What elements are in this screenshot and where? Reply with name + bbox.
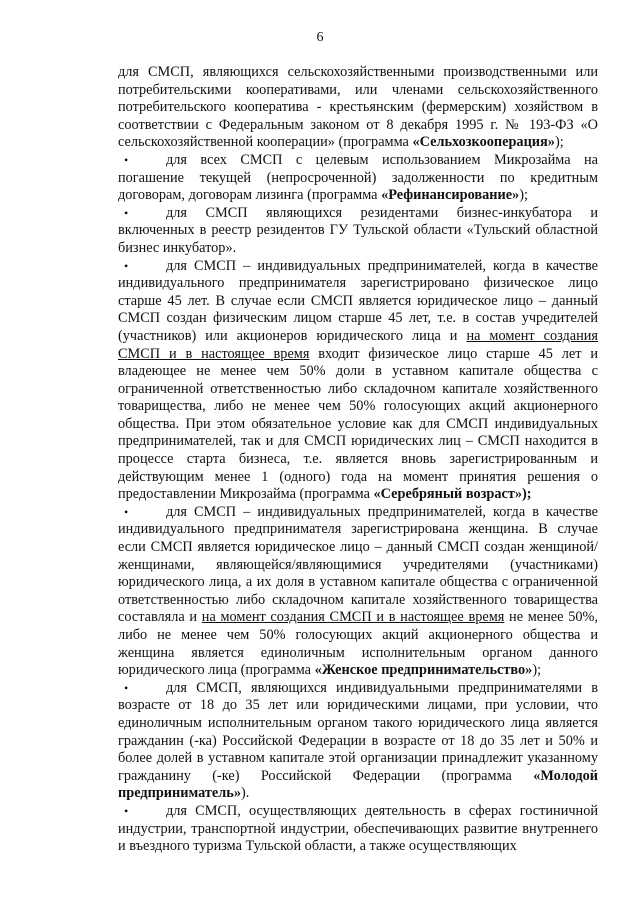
text: );	[532, 662, 542, 679]
text: );	[554, 134, 564, 151]
list-item-refinancing	[118, 152, 598, 205]
program-name: «Сельхозкооперация»	[412, 134, 555, 151]
text: для СМСП – индивидуальных предпринимателей, когда в качестве индивидуального предпринимателя зарегистрировано физическое лицо старше 45 лет. В случае если СМСП является юридическое лицо – данный СМСП создан физическим лицом старше 45 лет, т.е. в состав учредителей (участников) или акционеров юридического лица и	[118, 257, 598, 344]
bullet-icon: •	[124, 258, 129, 273]
bullet-icon: •	[124, 680, 129, 695]
list-item-tourism	[118, 803, 598, 856]
text: для СМСП являющихся резидентами бизнес-инкубатора и включенных в реестр резидентов ГУ Тульской области «Тульский областной бизнес инкубатор».	[118, 204, 598, 256]
text: );	[519, 187, 528, 204]
underlined-text: на момент создания СМСП и в настоящее время	[118, 327, 598, 362]
list-item-women-entrepreneurship	[118, 504, 598, 680]
list-item-business-incubator	[118, 205, 598, 258]
bullet-icon: •	[124, 152, 129, 167]
text: входит физическое лицо старше 45 лет и владеющее не менее чем 50% доли в уставном капитале общества с ограниченной ответственностью либо складочном капитале хозяйственного товарищества, либо не менее чем 50% голосующих акций акционерного общества. При этом обязательное условие как для СМСП индивидуальных предпринимателей, так и для СМСП юридических лиц – СМСП находится в процессе старта бизнеса, т.е. является вновь зарегистрированным и действующим менее 1 (одного) года на момент принятия решения о предоставлении Микрозайма (программа	[118, 345, 598, 503]
text: ).	[241, 785, 250, 802]
page-number: 6	[316, 30, 324, 45]
program-name: «Молодой предприниматель»	[118, 767, 598, 802]
text: не менее 50%, либо не менее чем 50% голосующих акций акционерного общества и женщина является единоличным исполнительным органом данного юридического лица (программа	[118, 609, 598, 679]
document-body	[118, 64, 598, 856]
text: для СМСП, являющихся индивидуальными предпринимателями в возрасте от 18 до 35 лет или юридическими лицами, при условии, что единоличным исполнительным органом такого юридического лица является гражданин (-ка) Российской Федерации в возрасте от 18 до 35 лет и 50% и более долей в уставном капитале этой организации принадлежит указанному гражданину (-ке) Российской Федерации (программа	[118, 679, 598, 784]
paragraph-agricultural-coop	[118, 64, 598, 152]
bullet-icon: •	[124, 803, 129, 818]
program-name: «Женское предпринимательство»	[314, 662, 533, 679]
program-name: «Серебряный возраст»);	[373, 486, 532, 503]
underlined-text: на момент создания СМСП и в настоящее время	[201, 609, 505, 626]
bullet-icon: •	[124, 504, 129, 519]
bullet-icon: •	[124, 205, 129, 220]
list-item-young-entrepreneur	[118, 680, 598, 803]
program-name: «Рефинансирование»	[381, 187, 520, 204]
text: для СМСП, являющихся сельскохозяйственными производственными или потребительскими кооперативами, или членами сельскохозяйственного потребительского кооператива - крестьянским (фермерским) хозяйством в соответствии с Федеральным законом от 8 декабря 1995 г. № 193-ФЗ «О сельскохозяйственной кооперации» (программа	[118, 64, 598, 151]
text: для СМСП – индивидуальных предпринимателей, когда в качестве индивидуального предпринимателя зарегистрирована женщина. В случае если СМСП является юридическое лицо – данный СМСП создан женщиной/женщинами, являющейся/являющимися учредителями (участниками) юридического лица, а их доля в уставном капитале общества с ограниченной ответственностью либо складочном капитале хозяйственного товарищества составляла и	[118, 503, 598, 626]
list-item-silver-age	[118, 258, 598, 504]
text: для всех СМСП с целевым использованием Микрозайма на погашение текущей (непросроченной) задолженности по кредитным договорам, договорам лизинга (программа	[118, 151, 598, 204]
text: для СМСП, осуществляющих деятельность в сферах гостиничной индустрии, транспортной индустрии, обеспечивающих развитие внутреннего и въездного туризма Тульской области, а также осуществляющих	[118, 802, 598, 855]
